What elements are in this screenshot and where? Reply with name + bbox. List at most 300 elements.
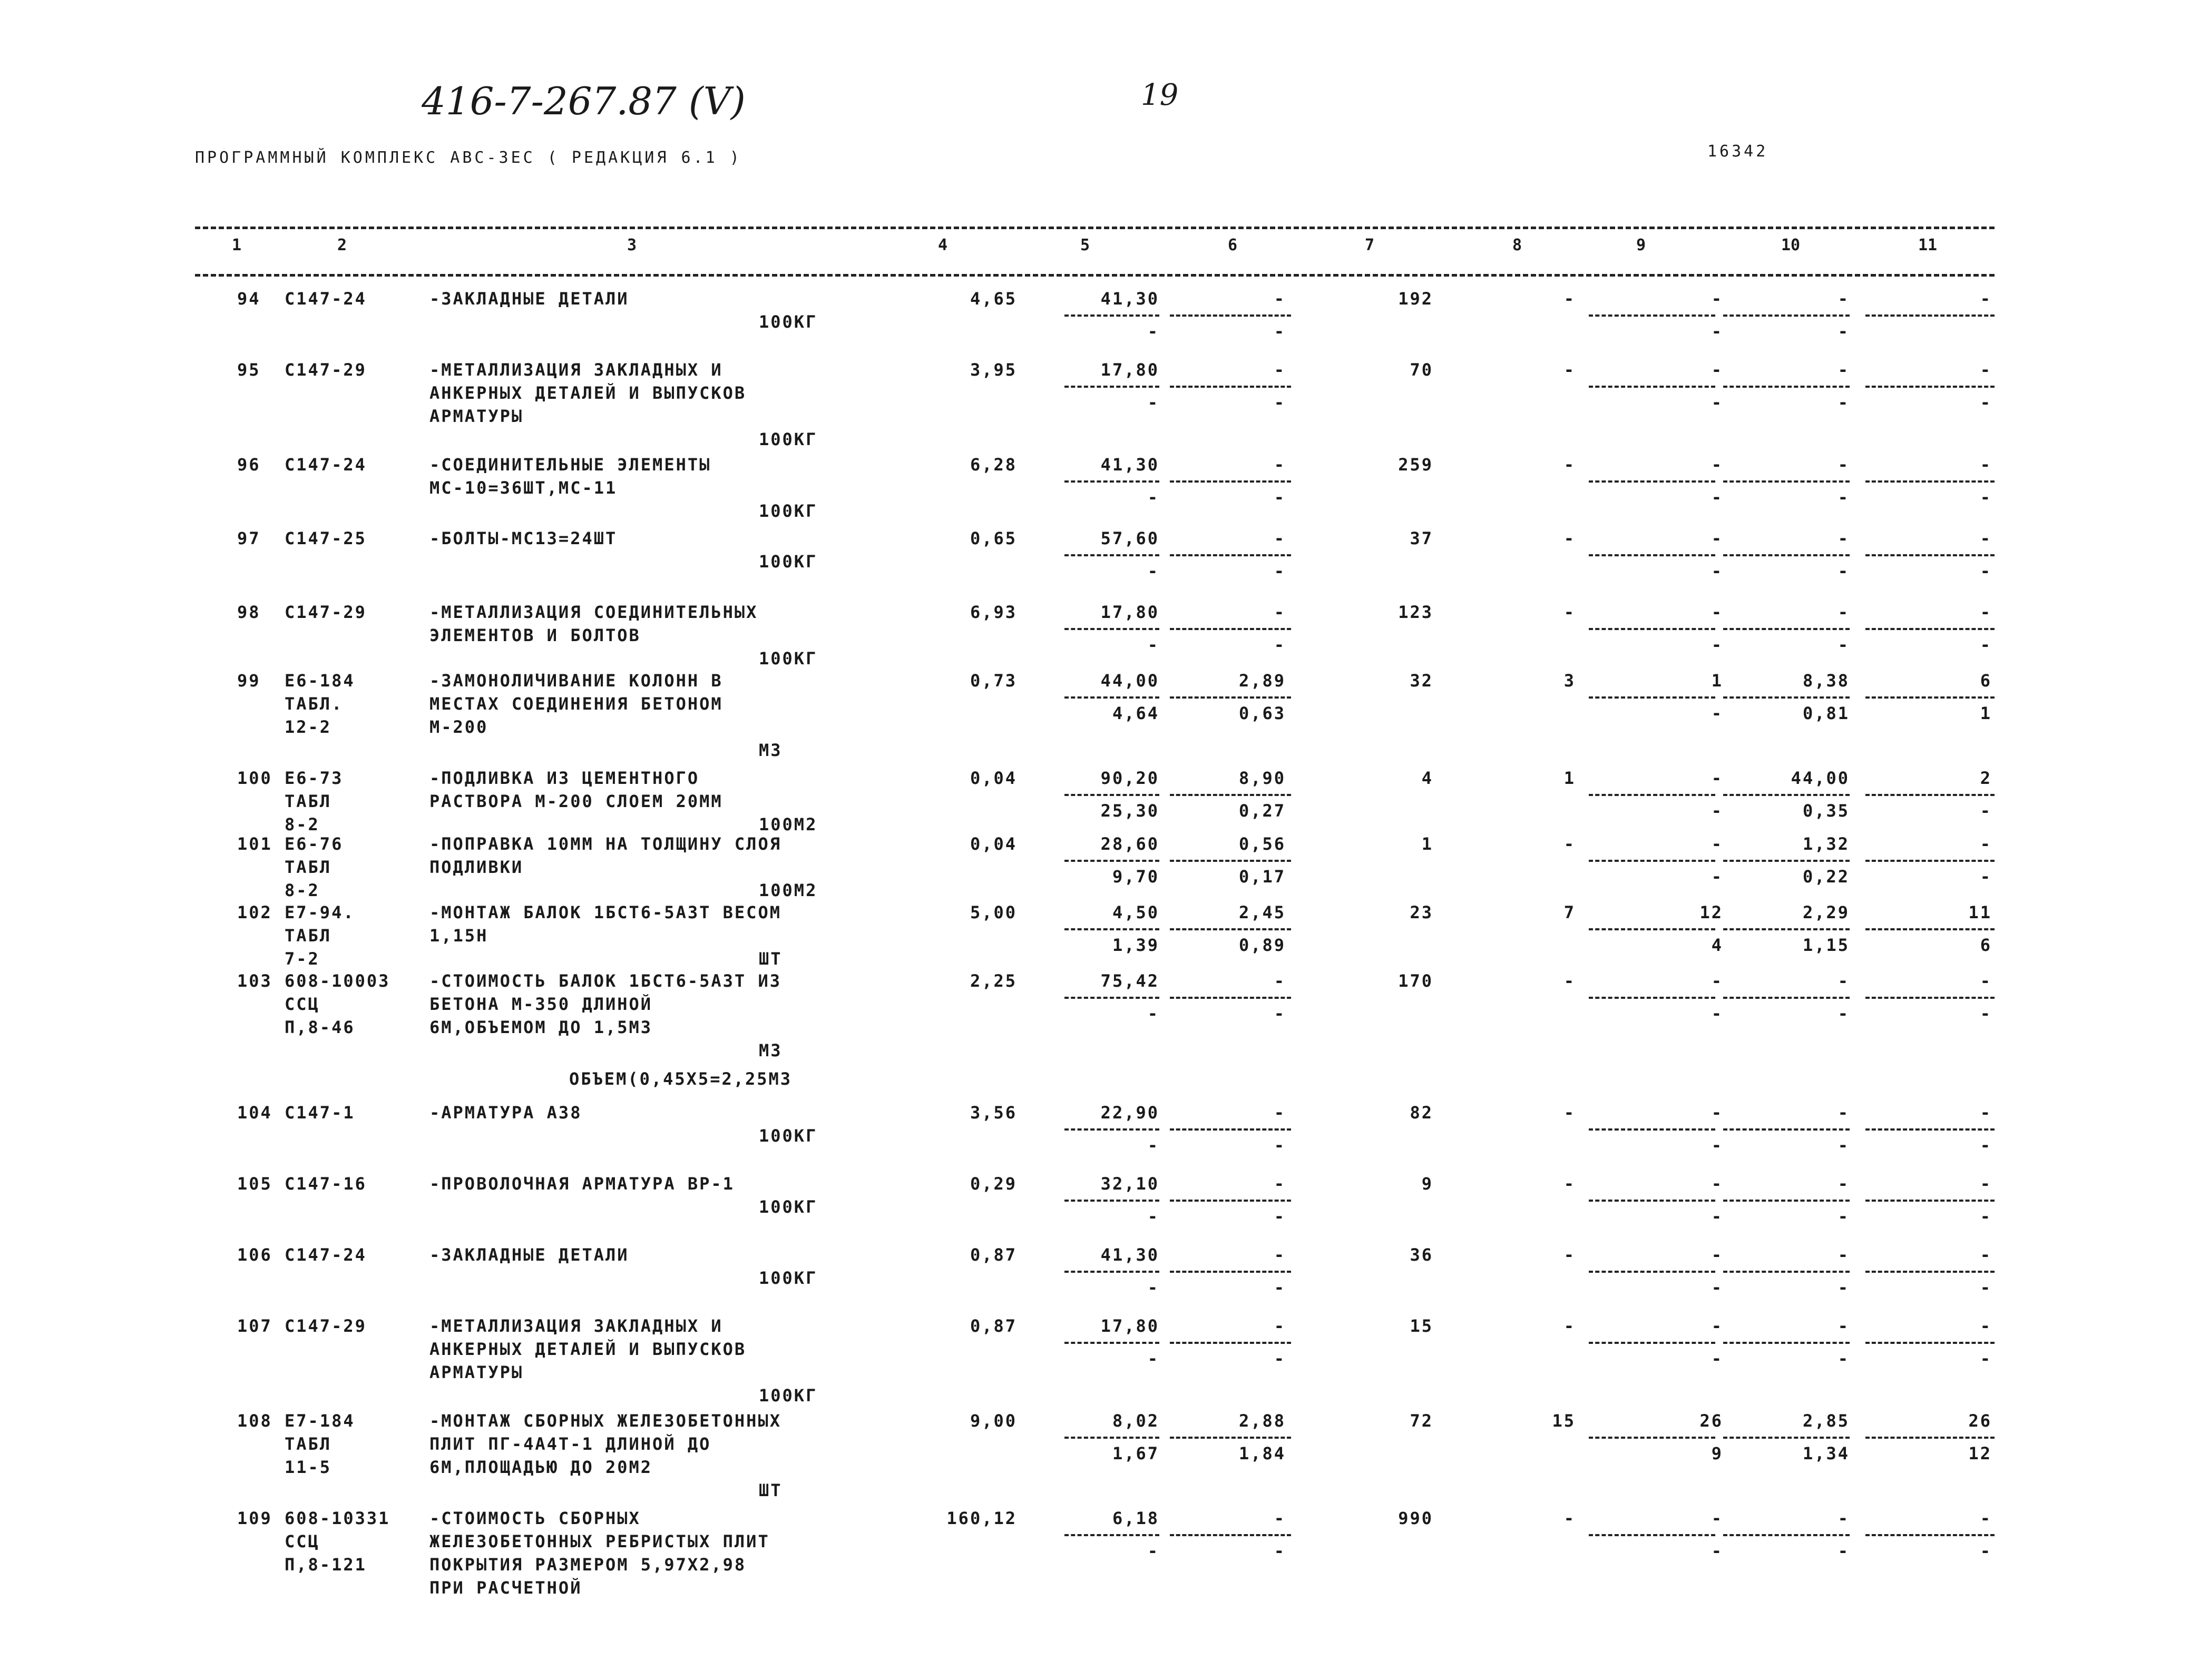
machine-cost-wages: - — [1274, 487, 1286, 507]
machine-cost-wages: - — [1274, 1003, 1286, 1024]
cell-divider-rule — [1589, 1437, 1715, 1439]
col-8-value: - — [1563, 602, 1576, 622]
row-number: 109 — [237, 1508, 272, 1528]
col-11-value: - — [1980, 360, 1992, 380]
norm-code: Е7-94. — [285, 902, 355, 922]
machine-cost: 2,45 — [1238, 902, 1286, 922]
work-description: ЭЛЕМЕНТОВ И БОЛТОВ — [429, 625, 641, 645]
quantity: 160,12 — [946, 1508, 1017, 1528]
col-10-sub-value: - — [1837, 392, 1850, 412]
cell-divider-rule — [1723, 386, 1850, 388]
col-header-6: 6 — [1228, 236, 1238, 254]
col-8-value: - — [1563, 1174, 1576, 1194]
col-9-value: 1 — [1711, 671, 1723, 691]
machine-cost: - — [1274, 455, 1286, 475]
cell-divider-rule — [1064, 860, 1159, 862]
cell-divider-rule — [1589, 1200, 1715, 1202]
col-10-value: - — [1837, 289, 1850, 309]
row-number: 104 — [237, 1103, 272, 1123]
col-11-sub-value: - — [1980, 1277, 1992, 1298]
col-10-sub-value: - — [1837, 1135, 1850, 1155]
total-cost: 192 — [1398, 289, 1433, 309]
unit: ШТ — [759, 1480, 783, 1500]
table-top-rule — [195, 227, 1995, 229]
col-9-value: 26 — [1699, 1411, 1723, 1431]
cell-divider-rule — [1064, 628, 1159, 630]
col-10-sub-value: - — [1837, 487, 1850, 507]
unit-cost-wages: - — [1147, 1135, 1159, 1155]
cell-divider-rule — [1865, 1342, 1995, 1344]
unit-cost-wages: - — [1147, 1540, 1159, 1561]
cell-divider-rule — [1723, 480, 1850, 483]
col-header-9: 9 — [1636, 236, 1646, 254]
cell-divider-rule — [1170, 1200, 1291, 1202]
machine-cost-wages: - — [1274, 321, 1286, 341]
unit-cost-wages: - — [1147, 1003, 1159, 1024]
cell-divider-rule — [1589, 860, 1715, 862]
cell-divider-rule — [1865, 1128, 1995, 1131]
work-description: ЖЕЛЕЗОБЕТОННЫХ РЕБРИСТЫХ ПЛИТ — [429, 1531, 770, 1551]
machine-cost-wages: 0,17 — [1238, 866, 1286, 887]
machine-cost: - — [1274, 528, 1286, 548]
cell-divider-rule — [1723, 997, 1850, 999]
col-11-sub-value: - — [1980, 634, 1992, 655]
handwritten-document-number: 416-7-267.87 (V) — [422, 79, 746, 123]
cell-divider-rule — [1589, 1342, 1715, 1344]
cell-divider-rule — [1589, 1271, 1715, 1273]
unit: 100М2 — [759, 814, 818, 834]
work-description: ПОДЛИВКИ — [429, 857, 524, 877]
machine-cost: - — [1274, 289, 1286, 309]
unit: 100КГ — [759, 1386, 818, 1406]
col-header-4: 4 — [938, 236, 948, 254]
cell-divider-rule — [1865, 860, 1995, 862]
col-8-value: - — [1563, 971, 1576, 991]
col-header-7: 7 — [1365, 236, 1375, 254]
machine-cost: 0,56 — [1238, 834, 1286, 854]
cell-divider-rule — [1589, 928, 1715, 930]
row-number: 106 — [237, 1245, 272, 1265]
col-9-sub-value: - — [1711, 1540, 1723, 1561]
col-9-sub-value: - — [1711, 1135, 1723, 1155]
quantity: 0,29 — [970, 1174, 1017, 1194]
unit: 100КГ — [759, 312, 818, 332]
row-number: 95 — [237, 360, 261, 380]
work-description: -СТОИМОСТЬ БАЛОК 1БСТ6-5А3Т ИЗ — [429, 971, 781, 991]
unit-cost: 17,80 — [1100, 1316, 1159, 1336]
norm-code: С147-29 — [285, 360, 367, 380]
unit-cost: 57,60 — [1100, 528, 1159, 548]
page-number: 19 — [1141, 78, 1179, 112]
col-9-value: - — [1711, 834, 1723, 854]
cell-divider-rule — [1064, 1128, 1159, 1131]
col-11-value: - — [1980, 834, 1992, 854]
col-11-sub-value: - — [1980, 1206, 1992, 1226]
machine-cost-wages: - — [1274, 1206, 1286, 1226]
work-description: ПЛИТ ПГ-4А4Т-1 ДЛИНОЙ ДО — [429, 1434, 711, 1454]
norm-code: С147-29 — [285, 602, 367, 622]
col-10-sub-value: - — [1837, 1348, 1850, 1369]
norm-code: С147-24 — [285, 1245, 367, 1265]
col-11-value: - — [1980, 1316, 1992, 1336]
table-header-rule — [195, 274, 1995, 277]
unit-cost: 28,60 — [1100, 834, 1159, 854]
row-number: 96 — [237, 455, 261, 475]
row-number: 107 — [237, 1316, 272, 1336]
col-header-10: 10 — [1781, 236, 1801, 254]
norm-code: С147-24 — [285, 289, 367, 309]
work-description: -АРМАТУРА А38 — [429, 1103, 582, 1123]
cell-divider-rule — [1723, 554, 1850, 556]
col-10-sub-value: - — [1837, 321, 1850, 341]
cell-divider-rule — [1589, 386, 1715, 388]
norm-code: 12-2 — [285, 717, 332, 737]
col-10-value: - — [1837, 1508, 1850, 1528]
col-9-value: 12 — [1699, 902, 1723, 922]
work-description: ПРИ РАСЧЕТНОЙ — [429, 1578, 582, 1598]
quantity: 3,56 — [970, 1103, 1017, 1123]
col-11-sub-value: - — [1980, 561, 1992, 581]
unit-cost: 4,50 — [1112, 902, 1159, 922]
norm-code: 608-10331 — [285, 1508, 390, 1528]
col-8-value: 1 — [1563, 768, 1576, 788]
machine-cost-wages: - — [1274, 561, 1286, 581]
col-11-sub-value: - — [1980, 1135, 1992, 1155]
row-number: 102 — [237, 902, 272, 922]
unit-cost-wages: - — [1147, 1206, 1159, 1226]
cell-divider-rule — [1170, 1128, 1291, 1131]
cell-divider-rule — [1170, 997, 1291, 999]
work-description: -БОЛТЫ-МС13=24ШТ — [429, 528, 618, 548]
norm-code: ТАБЛ — [285, 791, 332, 811]
cell-divider-rule — [1170, 480, 1291, 483]
unit-cost: 8,02 — [1112, 1411, 1159, 1431]
norm-code: П,8-46 — [285, 1017, 355, 1037]
work-description: ПОКРЫТИЯ РАЗМЕРОМ 5,97X2,98 — [429, 1555, 747, 1575]
cell-divider-rule — [1589, 480, 1715, 483]
col-9-value: - — [1711, 1316, 1723, 1336]
col-10-value: - — [1837, 971, 1850, 991]
cell-divider-rule — [1170, 1534, 1291, 1536]
machine-cost: 8,90 — [1238, 768, 1286, 788]
col-10-value: - — [1837, 360, 1850, 380]
col-9-sub-value: 4 — [1711, 935, 1723, 955]
quantity: 6,93 — [970, 602, 1017, 622]
unit-cost: 32,10 — [1100, 1174, 1159, 1194]
col-10-sub-value: 0,35 — [1802, 800, 1850, 821]
col-9-value: - — [1711, 1508, 1723, 1528]
col-11-sub-value: - — [1980, 1003, 1992, 1024]
unit-cost-wages: - — [1147, 487, 1159, 507]
total-cost: 4 — [1421, 768, 1433, 788]
col-9-value: - — [1711, 1174, 1723, 1194]
norm-code: С147-25 — [285, 528, 367, 548]
col-8-value: - — [1563, 455, 1576, 475]
unit-cost-wages: - — [1147, 634, 1159, 655]
unit-cost-wages: 1,39 — [1112, 935, 1159, 955]
work-description: МЕСТАХ СОЕДИНЕНИЯ БЕТОНОМ — [429, 694, 723, 714]
quantity: 0,65 — [970, 528, 1017, 548]
quantity: 6,28 — [970, 455, 1017, 475]
col-8-value: - — [1563, 528, 1576, 548]
col-11-value: - — [1980, 1103, 1992, 1123]
unit: М3 — [759, 1040, 783, 1060]
cell-divider-rule — [1865, 794, 1995, 796]
col-11-value: - — [1980, 1245, 1992, 1265]
norm-code: ТАБЛ. — [285, 694, 344, 714]
total-cost: 32 — [1410, 671, 1433, 691]
row-number: 103 — [237, 971, 272, 991]
cell-divider-rule — [1170, 794, 1291, 796]
col-9-sub-value: - — [1711, 866, 1723, 887]
col-11-value: 6 — [1980, 671, 1992, 691]
unit: 100КГ — [759, 1268, 818, 1288]
col-10-sub-value: - — [1837, 1540, 1850, 1561]
cell-divider-rule — [1064, 554, 1159, 556]
work-description: -МЕТАЛЛИЗАЦИЯ СОЕДИНИТЕЛЬНЫХ — [429, 602, 758, 622]
col-10-value: - — [1837, 455, 1850, 475]
cell-divider-rule — [1064, 1534, 1159, 1536]
quantity: 4,65 — [970, 289, 1017, 309]
col-10-value: - — [1837, 528, 1850, 548]
cell-divider-rule — [1865, 1200, 1995, 1202]
total-cost: 1 — [1421, 834, 1433, 854]
machine-cost-wages: - — [1274, 1540, 1286, 1561]
machine-cost: - — [1274, 1103, 1286, 1123]
machine-cost: - — [1274, 971, 1286, 991]
unit-cost: 6,18 — [1112, 1508, 1159, 1528]
cell-divider-rule — [1064, 928, 1159, 930]
norm-code: Е6-76 — [285, 834, 344, 854]
col-10-sub-value: 1,34 — [1802, 1443, 1850, 1463]
row-number: 108 — [237, 1411, 272, 1431]
cell-divider-rule — [1589, 997, 1715, 999]
machine-cost: 2,88 — [1238, 1411, 1286, 1431]
machine-cost: - — [1274, 1508, 1286, 1528]
work-description: -ПОПРАВКА 10ММ НА ТОЛЩИНУ СЛОЯ — [429, 834, 781, 854]
col-9-sub-value: - — [1711, 487, 1723, 507]
machine-cost-wages: - — [1274, 1277, 1286, 1298]
col-11-value: - — [1980, 1174, 1992, 1194]
unit-cost: 41,30 — [1100, 455, 1159, 475]
col-8-value: - — [1563, 1508, 1576, 1528]
col-10-value: - — [1837, 1103, 1850, 1123]
col-9-sub-value: - — [1711, 1206, 1723, 1226]
col-10-value: 8,38 — [1802, 671, 1850, 691]
cell-divider-rule — [1170, 860, 1291, 862]
norm-code: Е6-73 — [285, 768, 344, 788]
unit-cost-wages: 9,70 — [1112, 866, 1159, 887]
col-11-sub-value: 1 — [1980, 703, 1992, 723]
unit-cost-wages: - — [1147, 321, 1159, 341]
work-description: -МОНТАЖ СБОРНЫХ ЖЕЛЕЗОБЕТОННЫХ — [429, 1411, 781, 1431]
col-11-value: - — [1980, 1508, 1992, 1528]
col-10-value: 2,85 — [1802, 1411, 1850, 1431]
total-cost: 259 — [1398, 455, 1433, 475]
quantity: 0,04 — [970, 768, 1017, 788]
work-description: -МОНТАЖ БАЛОК 1БСТ6-5А3Т ВЕСОМ — [429, 902, 781, 922]
col-11-value: - — [1980, 528, 1992, 548]
cell-divider-rule — [1170, 554, 1291, 556]
col-10-value: - — [1837, 602, 1850, 622]
col-11-value: - — [1980, 455, 1992, 475]
col-9-value: - — [1711, 289, 1723, 309]
unit: М3 — [759, 740, 783, 760]
unit: 100КГ — [759, 501, 818, 521]
cell-divider-rule — [1589, 1534, 1715, 1536]
cell-divider-rule — [1723, 1200, 1850, 1202]
col-10-value: - — [1837, 1174, 1850, 1194]
norm-code: Е7-184 — [285, 1411, 355, 1431]
unit-cost: 41,30 — [1100, 289, 1159, 309]
col-8-value: - — [1563, 1103, 1576, 1123]
cell-divider-rule — [1723, 860, 1850, 862]
norm-code: 7-2 — [285, 949, 320, 969]
col-10-sub-value: 0,22 — [1802, 866, 1850, 887]
norm-code: С147-29 — [285, 1316, 367, 1336]
col-9-sub-value: - — [1711, 392, 1723, 412]
work-description: МС-10=36ШТ,МС-11 — [429, 478, 618, 498]
cell-divider-rule — [1723, 928, 1850, 930]
col-11-sub-value: - — [1980, 487, 1992, 507]
cell-divider-rule — [1589, 554, 1715, 556]
col-10-sub-value: - — [1837, 1277, 1850, 1298]
col-11-sub-value: - — [1980, 392, 1992, 412]
col-8-value: 7 — [1563, 902, 1576, 922]
work-description: РАСТВОРА М-200 СЛОЕМ 20ММ — [429, 791, 723, 811]
total-cost: 990 — [1398, 1508, 1433, 1528]
machine-cost-wages: - — [1274, 1348, 1286, 1369]
cell-divider-rule — [1865, 554, 1995, 556]
col-10-sub-value: - — [1837, 1206, 1850, 1226]
norm-code: ТАБЛ — [285, 1434, 332, 1454]
unit: 100КГ — [759, 649, 818, 669]
cell-divider-rule — [1865, 315, 1995, 317]
work-description: АНКЕРНЫХ ДЕТАЛЕЙ И ВЫПУСКОВ — [429, 383, 747, 403]
col-9-sub-value: - — [1711, 800, 1723, 821]
machine-cost: - — [1274, 1316, 1286, 1336]
quantity: 9,00 — [970, 1411, 1017, 1431]
col-10-sub-value: - — [1837, 1003, 1850, 1024]
unit: 100КГ — [759, 1126, 818, 1146]
col-11-sub-value: - — [1980, 800, 1992, 821]
work-description: АНКЕРНЫХ ДЕТАЛЕЙ И ВЫПУСКОВ — [429, 1339, 747, 1359]
row-number: 94 — [237, 289, 261, 309]
work-description: 6М,ПЛОЩАДЬЮ ДО 20М2 — [429, 1457, 653, 1477]
unit-cost-wages: - — [1147, 1348, 1159, 1369]
machine-cost-wages: 1,84 — [1238, 1443, 1286, 1463]
col-10-sub-value: - — [1837, 561, 1850, 581]
work-description: -ЗАКЛАДНЫЕ ДЕТАЛИ — [429, 289, 629, 309]
cell-divider-rule — [1865, 1437, 1995, 1439]
col-header-3: 3 — [627, 236, 637, 254]
row-number: 97 — [237, 528, 261, 548]
cell-divider-rule — [1865, 628, 1995, 630]
norm-code: ТАБЛ — [285, 926, 332, 946]
cell-divider-rule — [1064, 794, 1159, 796]
cell-divider-rule — [1064, 696, 1159, 699]
cell-divider-rule — [1865, 997, 1995, 999]
unit-cost: 41,30 — [1100, 1245, 1159, 1265]
norm-code: С147-24 — [285, 455, 367, 475]
volume-note: ОБЪЕМ(0,45X5=2,25М3 — [569, 1069, 793, 1089]
col-11-sub-value: - — [1980, 866, 1992, 887]
norm-code: ССЦ — [285, 1531, 320, 1551]
unit-cost: 75,42 — [1100, 971, 1159, 991]
machine-cost: 2,89 — [1238, 671, 1286, 691]
unit-cost-wages: - — [1147, 392, 1159, 412]
cell-divider-rule — [1170, 628, 1291, 630]
col-9-sub-value: 9 — [1711, 1443, 1723, 1463]
col-10-sub-value: 0,81 — [1802, 703, 1850, 723]
machine-cost-wages: 0,63 — [1238, 703, 1286, 723]
col-9-sub-value: - — [1711, 321, 1723, 341]
cell-divider-rule — [1170, 928, 1291, 930]
cell-divider-rule — [1865, 480, 1995, 483]
total-cost: 170 — [1398, 971, 1433, 991]
unit-cost-wages: 25,30 — [1100, 800, 1159, 821]
cell-divider-rule — [1589, 794, 1715, 796]
cell-divider-rule — [1064, 386, 1159, 388]
program-header: ПРОГРАММНЫЙ КОМПЛЕКС АВС-3ЕС ( РЕДАКЦИЯ 6.1 ) — [195, 149, 742, 167]
work-description: -СТОИМОСТЬ СБОРНЫХ — [429, 1508, 641, 1528]
machine-cost: - — [1274, 1174, 1286, 1194]
total-cost: 70 — [1410, 360, 1433, 380]
norm-code: С147-16 — [285, 1174, 367, 1194]
col-11-value: 26 — [1968, 1411, 1992, 1431]
cell-divider-rule — [1723, 628, 1850, 630]
document-code: 16342 — [1707, 142, 1768, 161]
col-11-value: - — [1980, 971, 1992, 991]
work-description: -ЗАМОНОЛИЧИВАНИЕ КОЛОНН В — [429, 671, 723, 691]
unit-cost-wages: - — [1147, 561, 1159, 581]
machine-cost-wages: - — [1274, 1135, 1286, 1155]
machine-cost: - — [1274, 602, 1286, 622]
col-10-value: - — [1837, 1245, 1850, 1265]
unit: 100КГ — [759, 1197, 818, 1217]
quantity: 3,95 — [970, 360, 1017, 380]
col-10-value: 1,32 — [1802, 834, 1850, 854]
work-description: БЕТОНА М-350 ДЛИНОЙ — [429, 994, 653, 1014]
norm-code: С147-1 — [285, 1103, 355, 1123]
col-11-value: 2 — [1980, 768, 1992, 788]
cell-divider-rule — [1170, 1342, 1291, 1344]
work-description: -СОЕДИНИТЕЛЬНЫЕ ЭЛЕМЕНТЫ — [429, 455, 711, 475]
col-10-value: 44,00 — [1791, 768, 1850, 788]
norm-code: Е6-184 — [285, 671, 355, 691]
norm-code: П,8-121 — [285, 1555, 367, 1575]
unit-cost: 90,20 — [1100, 768, 1159, 788]
unit: 100М2 — [759, 880, 818, 900]
col-9-value: - — [1711, 528, 1723, 548]
norm-code: 11-5 — [285, 1457, 332, 1477]
cell-divider-rule — [1589, 628, 1715, 630]
col-11-value: 11 — [1968, 902, 1992, 922]
col-9-value: - — [1711, 1103, 1723, 1123]
col-11-value: - — [1980, 602, 1992, 622]
machine-cost-wages: 0,27 — [1238, 800, 1286, 821]
unit-cost: 44,00 — [1100, 671, 1159, 691]
col-11-value: - — [1980, 289, 1992, 309]
col-9-sub-value: - — [1711, 634, 1723, 655]
col-9-sub-value: - — [1711, 561, 1723, 581]
col-10-value: - — [1837, 1316, 1850, 1336]
cell-divider-rule — [1723, 1128, 1850, 1131]
col-11-sub-value: - — [1980, 1348, 1992, 1369]
col-9-sub-value: - — [1711, 703, 1723, 723]
cell-divider-rule — [1064, 480, 1159, 483]
norm-code: ССЦ — [285, 994, 320, 1014]
